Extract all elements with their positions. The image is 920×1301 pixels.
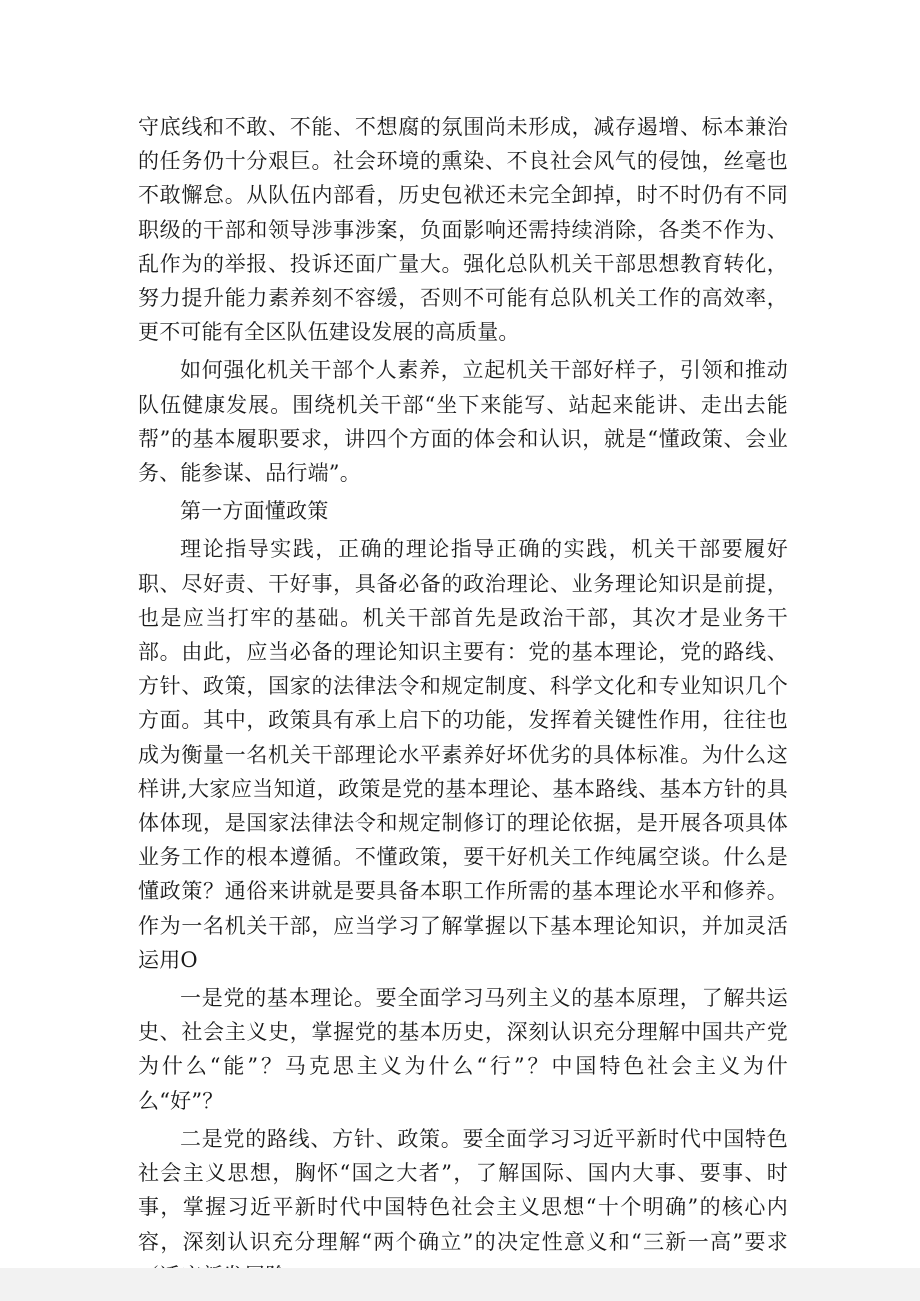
- paragraph: 如何强化机关干部个人素养，立起机关干部好样子，引领和推动队伍健康发展。围绕机关干部“坐下来能写、站起来能讲、走出去能帮”的基本履职要求，讲四个方面的体会和认识，就是“懂政策、会业务、能参谋、品行端”。: [138, 358, 788, 486]
- paragraph: 二是党的路线、方针、政策。要全面学习习近平新时代中国特色社会主义思想，胸怀“国之大者”，了解国际、国内大事、要事、时事，掌握习近平新时代中国特色社会主义思想“十个明确”的核心内容，深刻认识充分理解“两个确立”的决定性意义和“三新一高”要求: [138, 1126, 788, 1254]
- document-body: [138, 110, 788, 1297]
- paragraph: 守底线和不敢、不能、不想腐的氛围尚未形成，减存遏增、标本兼治的任务仍十分艰巨。社会环境的熏染、不良社会风气的侵蚀，丝毫也不敢懈怠。从队伍内部看，历史包袱还未完全卸掉，时不时仍有不同职级的干部和领导涉事涉案，负面影响还需持续消除，各类不作为、乱作为的举报、投诉还面广量大。强化总队机关干部思想教育转化，努力提升能力素养刻不容缓，否则不可能有总队机关工作的高效率，更不可能有全区队伍建设发展的高质量。: [138, 115, 788, 345]
- paragraph: 一是党的基本理论。要全面学习马列主义的基本原理，了解共运史、社会主义史，掌握党的基本历史，深刻认识充分理解中国共产党为什么“能”？马克思主义为什么“行”？中国特色社会主义为什么“好”？: [138, 986, 788, 1113]
- paragraph: 理论指导实践，正确的理论指导正确的实践，机关干部要履好职、尽好责、干好事，具备必备的政治理论、业务理论知识是前提，也是应当打牢的基础。机关干部首先是政治干部，其次才是业务干部。由此，应当必备的理论知识主要有：党的基本理论，党的路线、方针、政策，国家的法律法令和规定制度、科学文化和专业知识几个方面。其中，政策具有承上启下的功能，发挥着关键性作用，往往也成为衡量一名机关干部理论水平素养好坏优劣的具体标准。为什么这样讲,大家应当知道，政策是党的基本理论、基本路线、基本方针的具体体现，是国家法律法令和规定制修订的理论依据，是开展各项具体业务工作的根本遵循。不懂政策，要干好机关工作纯属空谈。什么是懂政策？通俗来讲就是要具备本职工作所需的基本理论水平和修养。作为一名机关干部，应当学习了解掌握以下基本理论知识，并加灵活运用O: [138, 537, 788, 972]
- section-heading: 第一方面懂政策: [180, 499, 329, 524]
- bottom-margin-strip: [0, 1268, 920, 1301]
